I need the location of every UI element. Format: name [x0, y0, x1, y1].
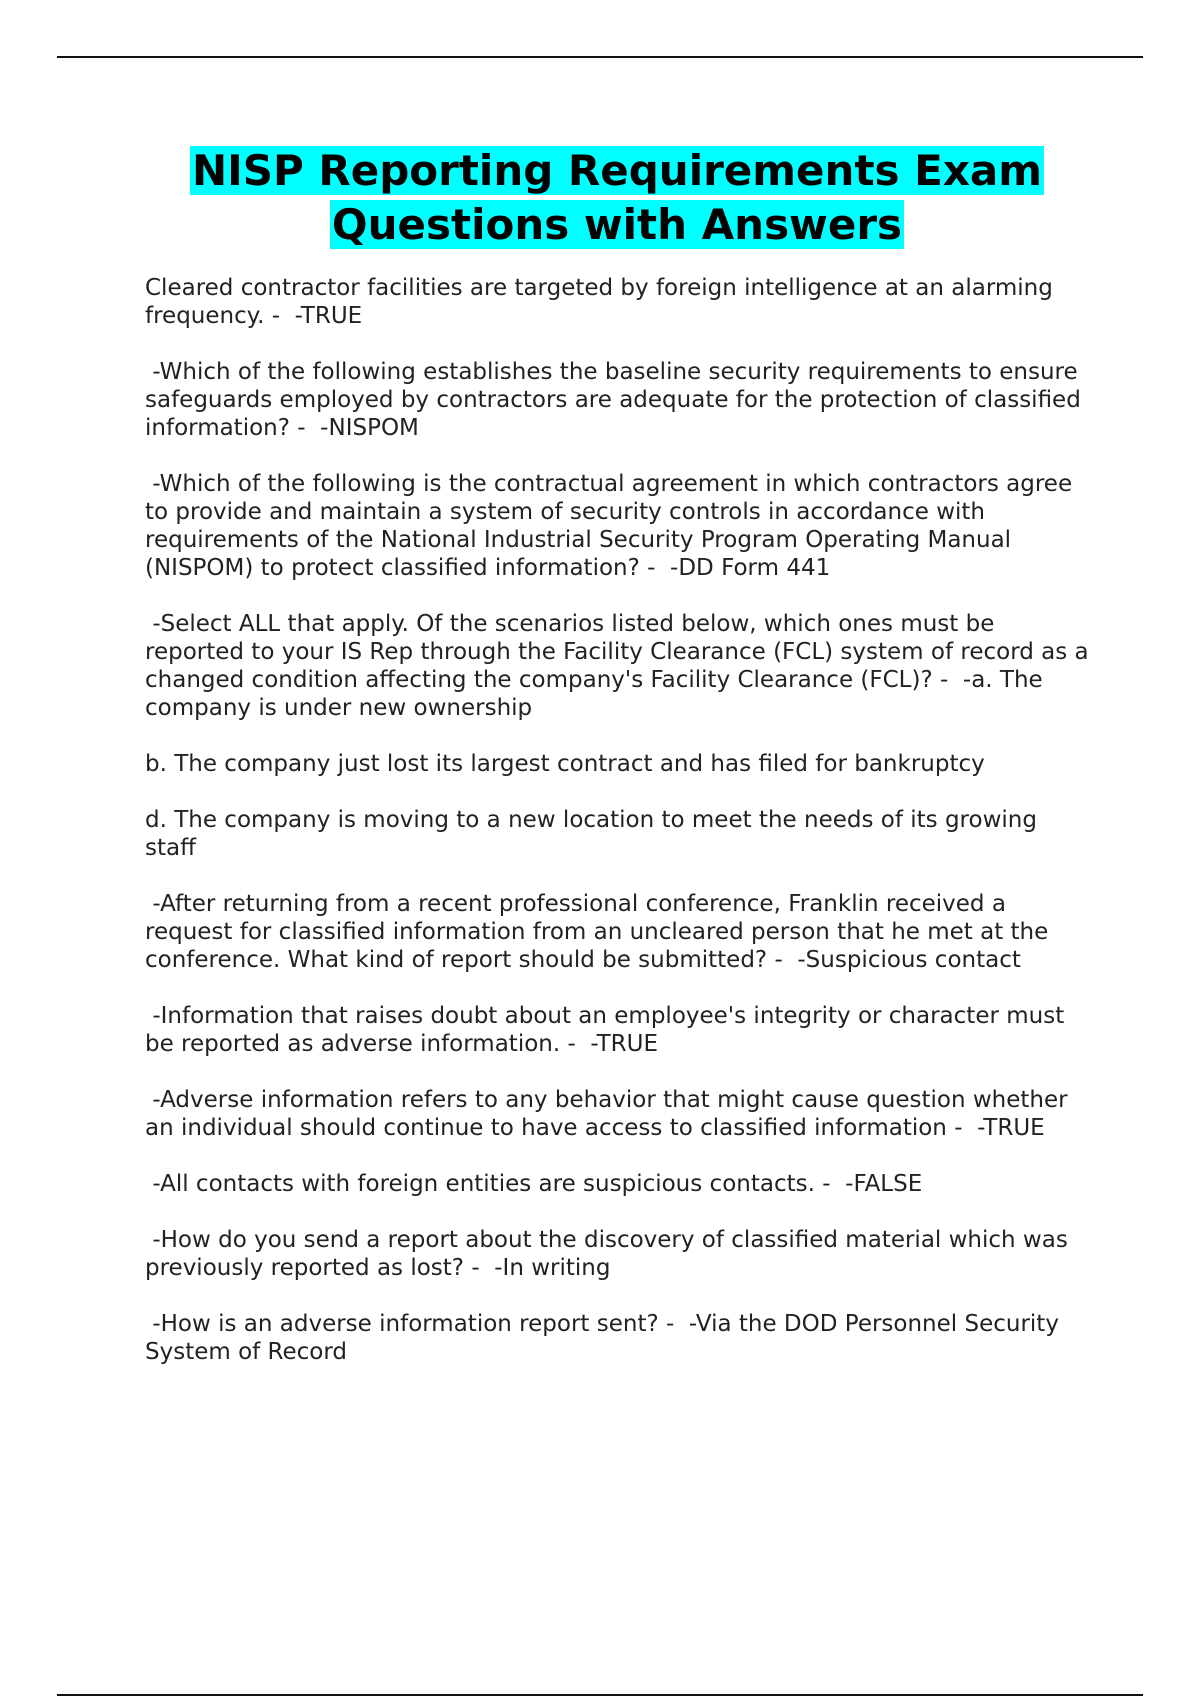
title-line-1: NISP Reporting Requirements Exam	[191, 146, 1043, 195]
qa-paragraph-9: -Adverse information refers to any behavior that might cause question whether an individual should continue to have access to classified information - -TRUE	[145, 1087, 1075, 1141]
qa-paragraph-12: -How is an adverse information report sent? - -Via the DOD Personnel Security System of Record	[145, 1311, 1067, 1365]
qa-paragraph-3: -Which of the following is the contractual agreement in which contractors agree to provide and maintain a system of security controls in accordance with requirements of the National Industrial Security Program Operating Manual (NISPOM) to protect classified information? - -DD Form 441	[145, 471, 1080, 581]
header-rule	[57, 56, 1143, 58]
qa-paragraph-7: -After returning from a recent professional conference, Franklin received a request for classified information from an uncleared person that he met at the conference. What kind of report should be submitted? - -Suspicious contact	[145, 891, 1056, 973]
qa-paragraph-8: -Information that raises doubt about an employee's integrity or character must be reported as adverse information. - -TRUE	[145, 1003, 1072, 1057]
footer-rule	[57, 1694, 1143, 1696]
qa-paragraph-6: d. The company is moving to a new location to meet the needs of its growing staff	[145, 807, 1045, 861]
qa-paragraph-11: -How do you send a report about the discovery of classified material which was previously reported as lost? - -In writing	[145, 1227, 1076, 1281]
document-title	[0, 144, 1200, 252]
qa-paragraph-1: Cleared contractor facilities are targeted by foreign intelligence at an alarming frequency. - -TRUE	[145, 275, 1061, 329]
qa-paragraph-5: b. The company just lost its largest contract and has filed for bankruptcy	[145, 751, 985, 777]
qa-paragraph-4: -Select ALL that apply. Of the scenarios listed below, which ones must be reported to your IS Rep through the Facility Clearance (FCL) system of record as a changed condition affecting the company's Facility Clearance (FCL)? - -a. The company is under new ownership	[145, 611, 1096, 721]
qa-paragraph-2: -Which of the following establishes the baseline security requirements to ensure safeguards employed by contractors are adequate for the protection of classified information? - -NISPOM	[145, 359, 1089, 441]
title-line-2: Questions with Answers	[331, 200, 903, 249]
qa-paragraph-10: -All contacts with foreign entities are suspicious contacts. - -FALSE	[145, 1171, 923, 1197]
document-body	[145, 274, 1096, 1394]
